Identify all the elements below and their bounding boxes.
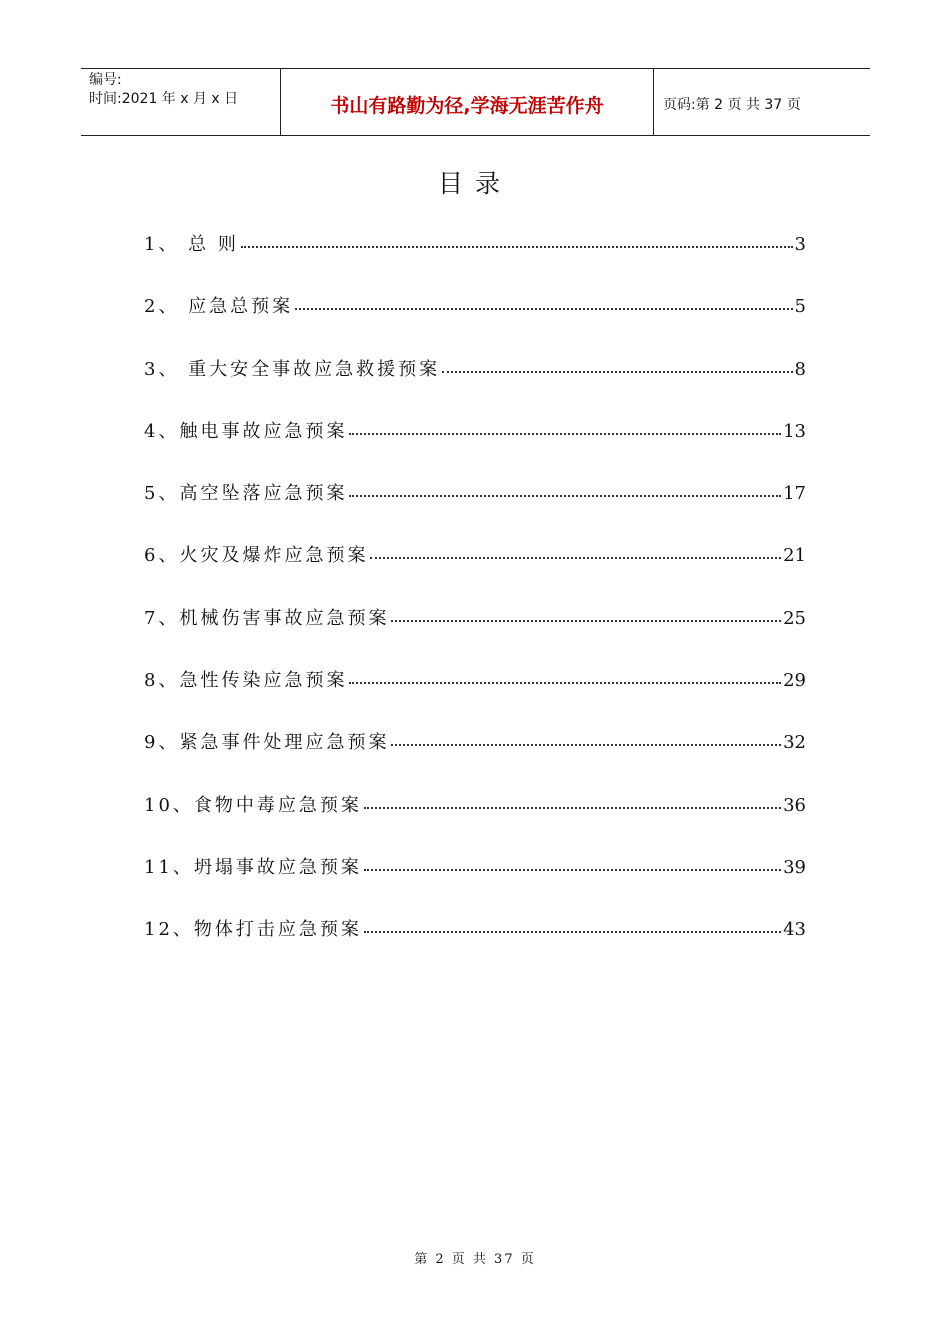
toc-leader-dots [442, 370, 792, 373]
toc-item-page: 13 [783, 420, 806, 442]
toc-item[interactable] [144, 230, 806, 292]
toc-leader-dots [370, 556, 781, 559]
toc-leader-dots [241, 245, 793, 248]
toc-leader-dots [349, 681, 781, 684]
toc-item-label: 8、急性传染应急预案 [144, 670, 348, 692]
toc-item[interactable] [144, 355, 806, 417]
page-title: 目录 [437, 169, 512, 198]
toc-item-page: 5 [794, 296, 806, 318]
toc-item[interactable] [144, 292, 806, 354]
toc-item[interactable] [144, 728, 806, 790]
toc-item[interactable] [144, 417, 806, 479]
toc-item[interactable] [144, 915, 806, 977]
toc-item[interactable] [144, 791, 806, 853]
toc-item-label: 11、坍塌事故应急预案 [144, 856, 362, 878]
header-left-cell [81, 69, 281, 135]
toc-item-page: 36 [783, 794, 806, 816]
toc-item[interactable] [144, 604, 806, 666]
toc-item-label: 2、 应急总预案 [144, 296, 294, 318]
toc-item-label: 3、 重大安全事故应急救援预案 [144, 358, 441, 380]
toc-leader-dots [364, 806, 781, 809]
toc-item[interactable] [144, 541, 806, 603]
toc-item-label: 1、 总 则 [144, 234, 239, 255]
document-header [81, 68, 870, 136]
page-footer: 第 2 页 共 37 页 [414, 1252, 536, 1267]
toc-item-label: 4、触电事故应急预案 [144, 420, 348, 442]
toc-item-page: 21 [783, 545, 806, 567]
toc-item-page: 39 [783, 856, 806, 878]
toc-leader-dots [349, 494, 781, 497]
toc-leader-dots [364, 868, 781, 871]
toc-leader-dots [391, 619, 781, 622]
toc-item-page: 8 [794, 358, 806, 380]
toc-item-page: 32 [783, 732, 806, 754]
toc-item-label: 12、物体打击应急预案 [144, 919, 362, 941]
toc-item-label: 6、火灾及爆炸应急预案 [144, 545, 369, 567]
toc-item[interactable] [144, 666, 806, 728]
table-of-contents [144, 230, 806, 978]
header-page-info: 页码:第 2 页 共 37 页 [663, 97, 801, 113]
toc-item-page: 3 [794, 234, 806, 255]
toc-item-page: 29 [783, 670, 806, 692]
toc-item[interactable] [144, 853, 806, 915]
toc-item-label: 7、机械伤害事故应急预案 [144, 607, 390, 629]
toc-item[interactable] [144, 479, 806, 541]
toc-item-label: 10、食物中毒应急预案 [144, 794, 362, 816]
document-date: 时间:2021 年 x 月 x 日 [89, 91, 239, 107]
toc-item-page: 25 [783, 607, 806, 629]
toc-item-page: 43 [783, 919, 806, 941]
toc-leader-dots [391, 743, 781, 746]
document-number-label: 编号: [89, 72, 122, 88]
toc-item-label: 5、高空坠落应急预案 [144, 483, 348, 505]
toc-leader-dots [349, 432, 781, 435]
toc-leader-dots [364, 930, 781, 933]
header-motto: 书山有路勤为径,学海无涯苦作舟 [281, 69, 654, 135]
toc-item-label: 9、紧急事件处理应急预案 [144, 732, 390, 754]
toc-leader-dots [295, 307, 792, 310]
toc-item-page: 17 [783, 483, 806, 505]
